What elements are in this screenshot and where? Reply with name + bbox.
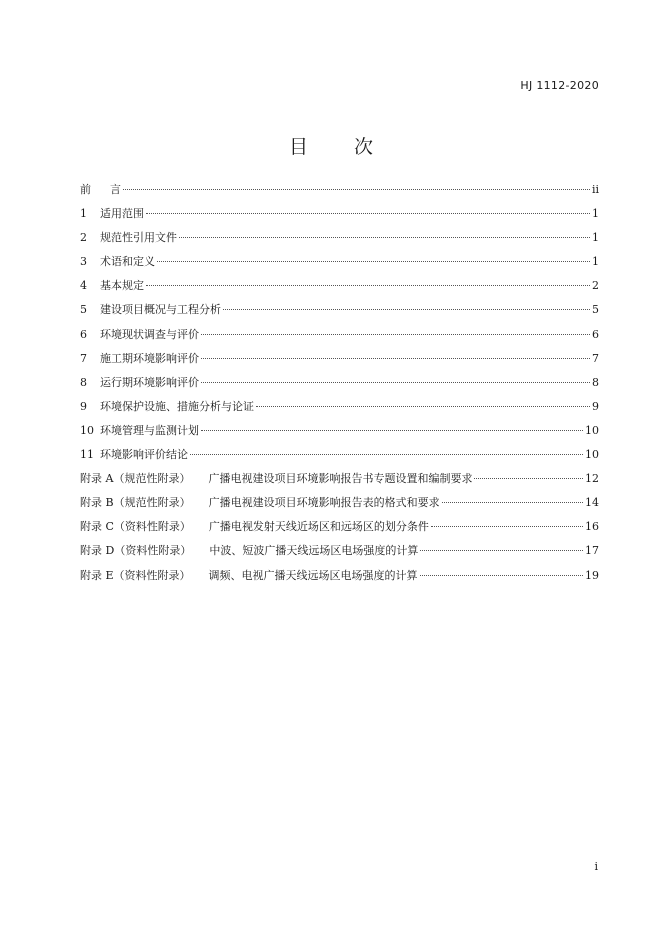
toc-entry[interactable] (80, 277, 599, 301)
toc-dot-leader (420, 575, 583, 576)
toc-entry[interactable] (80, 205, 599, 229)
toc-entry-title: 环境现状调查与评价 (100, 327, 199, 341)
toc-entry-page: 12 (585, 472, 599, 486)
toc-entry-page: 7 (592, 351, 599, 365)
toc-dot-leader (157, 261, 590, 262)
toc-entry-number: 6 (80, 327, 87, 341)
toc-entry-number: 8 (80, 375, 87, 389)
toc-entry-number: 4 (80, 279, 87, 293)
toc-entry-title: 广播电视建设项目环境影响报告表的格式和要求 (208, 496, 440, 510)
toc-entry[interactable] (80, 398, 599, 422)
toc-dot-leader (420, 550, 583, 551)
table-of-contents (80, 181, 599, 591)
toc-entry[interactable] (80, 181, 599, 205)
toc-entry-number: 10 (80, 423, 94, 437)
toc-entry-number: 2 (80, 231, 87, 245)
toc-dot-leader (474, 478, 583, 479)
toc-entry-number: 11 (80, 448, 94, 462)
toc-entry-number: 5 (80, 303, 87, 317)
toc-appendix-entry[interactable] (80, 494, 599, 518)
toc-entry-title: 言 (110, 183, 121, 196)
toc-appendix-label: 附录 D（资料性附录） (80, 544, 192, 558)
toc-entry-title: 环境管理与监测计划 (100, 423, 199, 437)
toc-entry[interactable] (80, 229, 599, 253)
toc-dot-leader (431, 526, 583, 527)
toc-entry-page: 14 (585, 496, 599, 510)
toc-dot-leader (201, 334, 590, 335)
toc-entry-page: 9 (592, 399, 599, 413)
toc-entry[interactable] (80, 350, 599, 374)
toc-dot-leader (179, 237, 590, 238)
toc-dot-leader (146, 213, 590, 214)
toc-entry-page: ii (591, 183, 599, 196)
page-number: i (594, 860, 598, 873)
toc-dot-leader (201, 382, 590, 383)
toc-entry-title: 广播电视建设项目环境影响报告书专题设置和编制要求 (208, 472, 473, 486)
toc-entry-page: 19 (585, 568, 599, 582)
toc-entry-page: 10 (585, 448, 599, 462)
toc-entry-number: 前 (80, 183, 91, 196)
toc-entry-title: 环境影响评价结论 (100, 448, 188, 462)
toc-entry[interactable] (80, 301, 599, 325)
toc-entry-title: 运行期环境影响评价 (100, 375, 199, 389)
toc-dot-leader (442, 502, 583, 503)
toc-appendix-entry[interactable] (80, 518, 599, 542)
toc-dot-leader (190, 454, 583, 455)
toc-appendix-entry[interactable] (80, 470, 599, 494)
toc-entry-page: 2 (592, 279, 599, 293)
toc-dot-leader (146, 285, 590, 286)
page-title: 目 次 (288, 136, 394, 158)
toc-entry-title: 环境保护设施、措施分析与论证 (100, 399, 254, 413)
toc-entry-number: 3 (80, 255, 87, 269)
toc-entry[interactable] (80, 253, 599, 277)
toc-dot-leader (201, 358, 590, 359)
toc-entry-title: 建设项目概况与工程分析 (100, 303, 221, 317)
toc-entry-title: 中波、短波广播天线远场区电场强度的计算 (209, 544, 419, 558)
toc-entry-page: 16 (585, 520, 599, 534)
toc-entry-title: 适用范围 (100, 207, 144, 221)
toc-entry[interactable] (80, 326, 599, 350)
toc-dot-leader (123, 189, 590, 190)
toc-entry-number: 7 (80, 351, 87, 365)
toc-entry-title: 规范性引用文件 (100, 231, 177, 245)
toc-entry-page: 1 (592, 255, 599, 269)
toc-entry-number: 1 (80, 207, 87, 221)
toc-appendix-label: 附录 E（资料性附录） (80, 568, 191, 582)
toc-dot-leader (201, 430, 583, 431)
toc-entry-title: 术语和定义 (100, 255, 155, 269)
toc-appendix-label: 附录 A（规范性附录） (80, 472, 191, 486)
toc-entry-number: 9 (80, 399, 87, 413)
toc-dot-leader (223, 309, 590, 310)
toc-appendix-entry[interactable] (80, 567, 599, 591)
document-code: HJ 1112-2020 (520, 79, 599, 92)
toc-entry-page: 8 (592, 375, 599, 389)
toc-entry-page: 5 (592, 303, 599, 317)
toc-dot-leader (256, 406, 590, 407)
toc-entry-page: 10 (585, 423, 599, 437)
toc-entry-page: 1 (592, 231, 599, 245)
toc-entry-title: 施工期环境影响评价 (100, 351, 199, 365)
toc-entry-title: 基本规定 (100, 279, 144, 293)
toc-appendix-entry[interactable] (80, 542, 599, 566)
toc-entry-page: 17 (585, 544, 599, 558)
toc-entry-title: 广播电视发射天线近场区和远场区的划分条件 (208, 520, 429, 534)
toc-entry-page: 6 (592, 327, 599, 341)
toc-entry[interactable] (80, 446, 599, 470)
toc-appendix-label: 附录 C（资料性附录） (80, 520, 191, 534)
toc-entry-page: 1 (592, 207, 599, 221)
toc-entry[interactable] (80, 374, 599, 398)
toc-entry-title: 调频、电视广播天线远场区电场强度的计算 (208, 568, 418, 582)
toc-appendix-label: 附录 B（规范性附录） (80, 496, 191, 510)
toc-entry[interactable] (80, 422, 599, 446)
